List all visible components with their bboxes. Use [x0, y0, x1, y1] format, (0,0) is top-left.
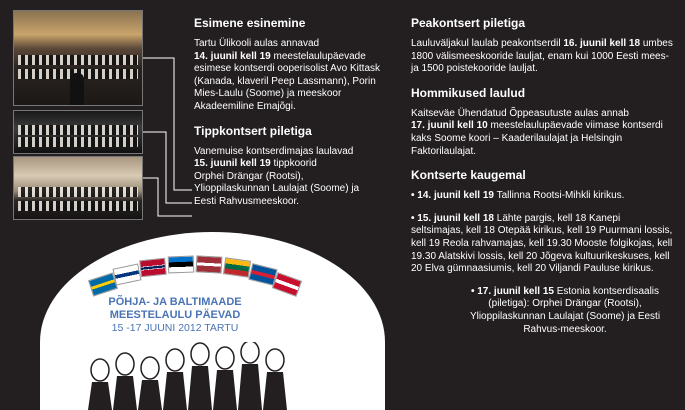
section-title-top-concert: Tippkontsert piletiga [194, 123, 312, 138]
connector-lines [0, 0, 200, 230]
text-segment: umbes 1800 välismeeskooride lauljat, enam kui 1000 Eesti mees- ja 1500 poistekooride lauljat. [411, 38, 673, 75]
singers-illustration [80, 342, 310, 410]
text-segment: Tallinna Rootsi-Mihkli kirikus. [496, 190, 625, 202]
text-segment: Estonia kontserdisaalis (piletiga): Orphei Drängar (Rootsi), Ylioppilaskunnan Laulajat (Soome) ja Eesti Rahvus-meeskoor. [469, 285, 661, 335]
text-bold: 16. juunil kell 18 [563, 38, 641, 49]
flag-norway-icon [139, 258, 167, 278]
text-segment: tippkoorid [273, 158, 317, 170]
text-segment: meestelaulupäevade viimase kontserdi kaks Soome koori – Kaaderilaulajat ja Helsingin Faktorilaulajat. [411, 120, 663, 157]
left-column [194, 16, 392, 219]
text-segment: Tartu Ülikooli aulas annavad [194, 38, 320, 49]
text-segment: meestelaulupäevade esimese kontserdi ooperisolist Avo Kittask (Kanada, klaveril Peep Lassmann), Porin Mies-Laulu (Soome) ja meeskoor Akadeemiline Emajõgi. [194, 50, 381, 112]
bullet-june-17 [461, 286, 669, 336]
text-segment: Lähte pargis, kell 18 Kanepi seltsimajas, kell 18 Otepää kirikus, kell 19 Puurmani lossis, kell 19 Reola rahvamajas, kell 19.30 Mooste folgikojas, kell 19.30 Alatskivi lossis, kell 20 Jõgeva kultuurikeskuses, kell 20 Elva gümnaasiumis, kell 20 Viljandi Pauluse kirikus. [411, 212, 673, 275]
text-bold: 15. juunil kell 19 [194, 158, 271, 170]
text-bold: • 15. juunil kell 18 [411, 212, 494, 224]
bullet-june-14 [411, 190, 673, 203]
text-bold: 17. juunil kell 10 [411, 120, 488, 132]
choir-line: Ylioppilaskunnan Laulajat (Soome) ja [194, 183, 360, 195]
choir-line: Orphei Drängar (Rootsi), [194, 170, 304, 182]
section-title-concerts-further: Kontserte kaugemal [411, 168, 526, 183]
flag-estonia-icon [168, 256, 195, 274]
paragraph-top-concert [194, 146, 392, 209]
text-bold: • 14. juunil kell 19 [411, 190, 494, 202]
paragraph-first-performance [194, 38, 392, 114]
flag-lithuania-icon [223, 257, 251, 277]
bullet-june-15 [411, 213, 673, 276]
festival-logo [60, 296, 290, 335]
text-segment: Kaitseväe Ühendatud Õppeasutuste aulas annab [411, 107, 629, 119]
paragraph-main-concert [411, 38, 673, 76]
logo-line-3: 15 -17 JUUNI 2012 TARTU [111, 322, 239, 334]
flag-latvia-icon [196, 255, 223, 273]
logo-line-1: PÕHJA- JA BALTIMAADE [108, 296, 242, 308]
text-bold: 14. juunil kell 19 [194, 50, 271, 62]
paragraph-morning-songs [411, 108, 673, 158]
text-segment: Vanemuise kontserdimajas laulavad [194, 145, 354, 157]
text-bold: • 17. juunil kell 15 [470, 285, 554, 297]
section-title-first-performance: Esimene esinemine [194, 16, 306, 30]
text-segment: Lauluväljakul laulab peakontserdil [411, 38, 561, 49]
choir-line: Eesti Rahvusmeeskoor. [194, 195, 300, 207]
right-column [411, 16, 673, 346]
section-title-main-concert: Peakontsert piletiga [411, 16, 526, 30]
logo-line-2: MEESTELAULU PÄEVAD [109, 309, 241, 321]
section-title-morning-songs: Hommikused laulud [411, 85, 526, 100]
